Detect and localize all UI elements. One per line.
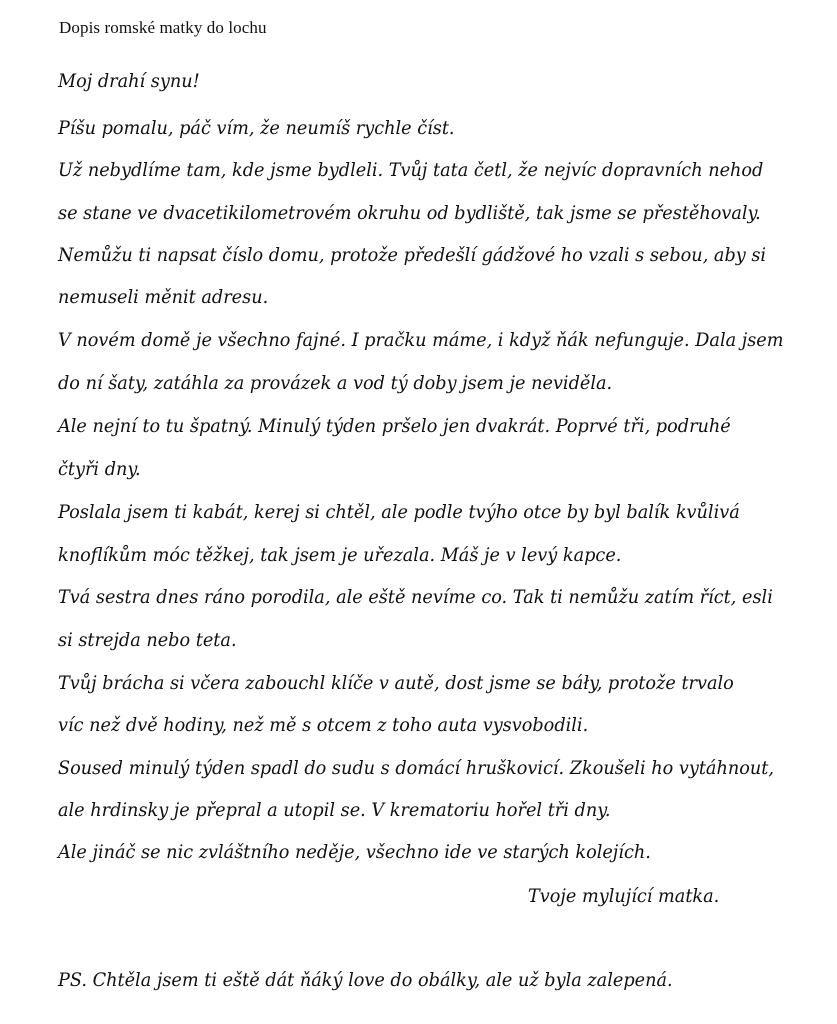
letter-line: čtyři dny. bbox=[58, 458, 141, 480]
letter-signature: Tvoje mylující matka. bbox=[528, 885, 720, 907]
letter-line: Poslala jsem ti kabát, kerej si chtěl, ale podle tvýho otce by byl balík kvůlivá bbox=[58, 501, 740, 523]
letter-line: Tvůj brácha si včera zabouchl klíče v autě, dost jsme se báły, protože trvalo bbox=[58, 672, 734, 694]
letter-line: V novém domě je všechno fajné. I pračku máme, i když ňák nefunguje. Dala jsem bbox=[58, 329, 784, 351]
letter-line: Ale jináč se nic zvláštního neděje, všechno ide ve starých kolejích. bbox=[58, 841, 651, 863]
letter-line: si strejda nebo teta. bbox=[58, 629, 237, 651]
letter-line: Píšu pomalu, páč vím, že neumíš rychle číst. bbox=[58, 117, 455, 139]
letter-line: Soused minulý týden spadl do sudu s domácí hruškovicí. Zkoušeli ho vytáhnout, bbox=[58, 757, 774, 779]
letter-line: Moj drahí synu! bbox=[58, 70, 200, 92]
letter-line: Ale nejní to tu špatný. Minulý týden pršelo jen dvakrát. Poprvé tři, podruhé bbox=[58, 415, 731, 437]
letter-line: nemuseli měnit adresu. bbox=[58, 286, 269, 308]
letter-line: Už nebydlíme tam, kde jsme bydleli. Tvůj tata četl, že nejvíc dopravních nehod bbox=[58, 159, 764, 181]
letter-line: do ní šaty, zatáhla za provázek a vod tý doby jsem je neviděla. bbox=[58, 372, 613, 394]
letter-line: ale hrdinsky je přepral a utopil se. V krematoriu hořel tři dny. bbox=[58, 799, 611, 821]
letter-line: Tvá sestra dnes ráno porodila, ale eště nevíme co. Tak ti nemůžu zatím říct, esli bbox=[58, 586, 773, 608]
document-title: Dopis romské matky do lochu bbox=[59, 18, 267, 37]
letter-postscript: PS. Chtěla jsem ti eště dát ňáký love do obálky, ale už byla zalepená. bbox=[58, 969, 673, 991]
letter-line: Nemůžu ti napsat číslo domu, protože předešlí gádžové ho vzali s sebou, aby si bbox=[58, 244, 767, 266]
letter-line: víc než dvě hodiny, než mě s otcem z toho auta vysvobodili. bbox=[58, 714, 589, 736]
letter-line: knoflíkům móc těžkej, tak jsem je uřezala. Máš je v levý kapce. bbox=[58, 544, 622, 566]
letter-line: se stane ve dvacetikilometrovém okruhu od bydliště, tak jsme se přestěhovaly. bbox=[58, 202, 761, 224]
